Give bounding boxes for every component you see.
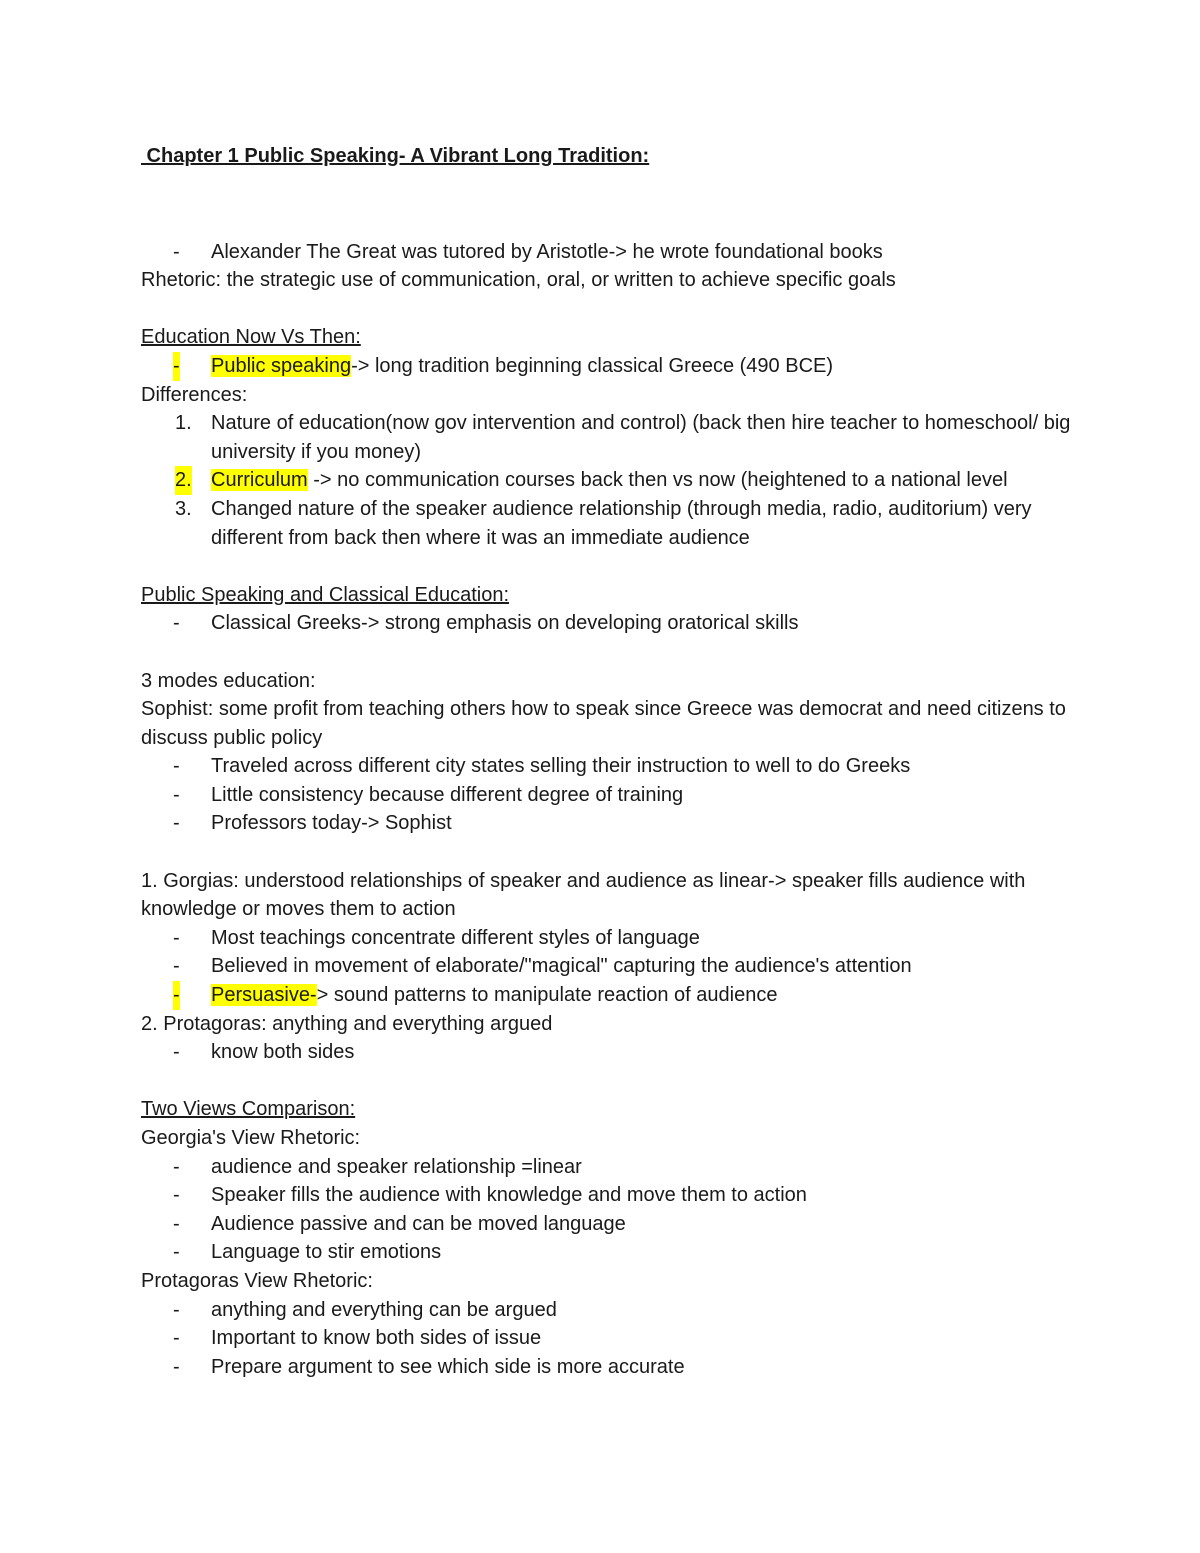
highlighted-text: Public speaking [211,354,352,377]
list-item [141,981,1071,1010]
item-text: -> no communication courses back then vs now (heightened to a national level [307,469,1008,492]
bullet-marker: - [173,1041,180,1064]
list-item [141,1038,1071,1067]
bullet-text: Language to stir emotions [211,1241,442,1264]
section-heading-comparison: Two Views Comparison: [141,1098,356,1121]
sophist-text: Sophist: some profit from teaching others how to speak since Greece was democrat and need citizens to discuss public policy [141,698,1066,749]
list-item [141,352,1071,381]
item-number: 1. [175,412,192,435]
list-item [141,952,1071,981]
item-text: Nature of education(now gov intervention and control) (back then hire teacher to homeschool/ big university if you money) [211,412,1071,463]
rhetoric-definition: Rhetoric: the strategic use of communication, oral, or written to achieve specific goals [141,269,896,292]
bullet-text: Most teachings concentrate different styles of language [211,926,700,949]
georgia-label: Georgia's View Rhetoric: [141,1127,361,1149]
bullet-marker: - [173,612,180,635]
protagoras-text: 2. Protagoras: anything and everything argued [141,1012,553,1035]
bullet-text: Traveled across different city states selling their instruction to well to do Greeks [211,755,911,778]
highlighted-text: Curriculum [211,469,308,492]
page-title: Chapter 1 Public Speaking- A Vibrant Long Tradition: [141,145,650,167]
list-item [141,781,1071,810]
list-item [141,752,1071,781]
protagoras-label: Protagoras View Rhetoric: [141,1269,373,1292]
list-item [141,924,1071,953]
bullet-text: anything and everything can be argued [211,1298,557,1321]
bullet-marker: - [173,955,180,978]
bullet-marker: - [173,812,180,835]
list-item [141,1353,1071,1382]
bullet-marker: - [173,352,180,381]
list-item [141,1210,1071,1239]
highlighted-text: Persuasive- [211,984,317,1007]
bullet-marker: - [173,981,180,1010]
item-text: Changed nature of the speaker audience relationship (through media, radio, auditorium) very different from back then where it was an immediate audience [211,497,1032,549]
numbered-item [141,466,1071,495]
bullet-marker: - [173,1212,180,1235]
list-item [141,609,1071,638]
bullet-marker: - [173,926,180,949]
bullet-text: Professors today-> Sophist [211,812,452,835]
numbered-item [141,495,1071,552]
document-page [141,142,1071,1381]
bullet-text: -> long tradition beginning classical Greece (490 BCE) [351,354,834,377]
bullet-marker: - [173,240,180,263]
modes-label: 3 modes education: [141,669,316,692]
bullet-text: Important to know both sides of issue [211,1327,542,1350]
bullet-marker: - [173,783,180,806]
section-heading-education: Education Now Vs Then: [141,326,361,349]
item-number: 3. [175,497,192,520]
list-item [141,1153,1071,1182]
bullet-text: Believed in movement of elaborate/"magical" capturing the audience's attention [211,955,912,978]
bullet-text: Alexander The Great was tutored by Aristotle-> he wrote foundational books [211,240,883,263]
bullet-marker: - [173,1241,180,1264]
list-item [141,238,1071,267]
bullet-text: know both sides [211,1041,355,1064]
list-item [141,1324,1071,1353]
bullet-marker: - [173,755,180,778]
bullet-text: audience and speaker relationship =linear [211,1155,582,1178]
bullet-marker: - [173,1155,180,1178]
bullet-text: > sound patterns to manipulate reaction of audience [316,984,778,1007]
differences-label: Differences: [141,383,248,406]
list-item [141,809,1071,838]
item-number: 2. [175,466,192,495]
list-item [141,1238,1071,1267]
bullet-marker: - [173,1355,180,1378]
bullet-text: Speaker fills the audience with knowledge and move them to action [211,1184,807,1207]
bullet-text: Audience passive and can be moved language [211,1212,626,1235]
numbered-item [141,409,1071,466]
list-item [141,1181,1071,1210]
bullet-marker: - [173,1298,180,1321]
list-item [141,1296,1071,1325]
bullet-text: Classical Greeks-> strong emphasis on developing oratorical skills [211,612,799,635]
bullet-text: Prepare argument to see which side is more accurate [211,1355,685,1378]
section-heading-classical: Public Speaking and Classical Education: [141,583,509,606]
bullet-text: Little consistency because different degree of training [211,783,684,806]
gorgias-text: 1. Gorgias: understood relationships of speaker and audience as linear-> speaker fills audience with knowledge or moves them to action [141,869,1026,921]
bullet-marker: - [173,1184,180,1207]
bullet-marker: - [173,1327,180,1350]
